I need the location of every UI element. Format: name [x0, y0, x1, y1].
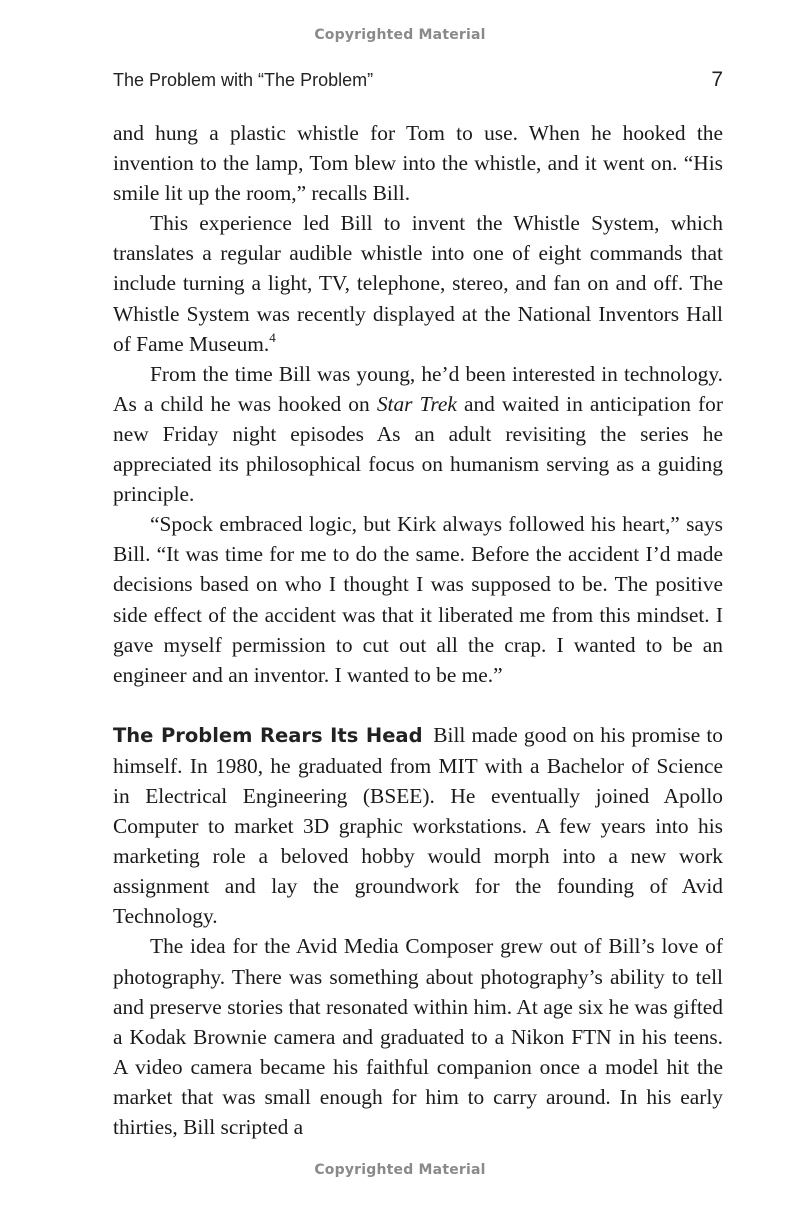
- running-header: [113, 68, 723, 94]
- section-break: [113, 690, 723, 720]
- paragraph-3-text-end: and waited in anticipation for new Friday night episodes As an adult revisiting the series he appreciated its philosophical focus on humanism serving as a guiding principle.: [113, 391, 723, 507]
- paragraph-3: [113, 359, 723, 509]
- page-number: 7: [711, 68, 723, 91]
- paragraph-3-text-start: From the time Bill was young, he’d been interested in technology. As a child he was hooked on: [113, 361, 723, 416]
- star-trek-title: Star Trek: [376, 391, 457, 416]
- running-title: The Problem with “The Problem”: [113, 70, 374, 90]
- copyright-watermark-bottom: Copyrighted Material: [314, 1162, 486, 1178]
- paragraph-4: “Spock embraced logic, but Kirk always followed his heart,” says Bill. “It was time for me to do the same. Before the accident I’d made decisions based on who I thought I was supposed to be. The positive side effect of the accident was that it liberated me from this mindset. I gave myself permission to cut out all the crap. I wanted to be an engineer and an inventor. I wanted to be me.”: [113, 512, 723, 687]
- paragraph-1: and hung a plastic whistle for Tom to use. When he hooked the invention to the lamp, Tom blew into the whistle, and it went on. “His smile lit up the room,” recalls Bill.: [113, 121, 723, 206]
- body-text: [113, 118, 723, 1142]
- paragraph-6: The idea for the Avid Media Composer grew out of Bill’s love of photography. There was something about photography’s ability to tell and preserve stories that resonated within him. At age six he was gifted a Kodak Brownie camera and graduated to a Nikon FTN in his teens. A video camera became his faithful companion once a model hit the market that was small enough for him to carry around. In his early thirties, Bill scripted a: [113, 934, 723, 1139]
- paragraph-2: [113, 208, 723, 358]
- section-heading: The Problem Rears Its Head: [113, 723, 423, 747]
- paragraph-5: [113, 720, 723, 932]
- copyright-watermark-top: Copyrighted Material: [314, 27, 486, 43]
- paragraph-2-text: This experience led Bill to invent the Whistle System, which translates a regular audible whistle into one of eight commands that include turning a light, TV, telephone, stereo, and fan on and off. The Whistle System was recently displayed at the National Inventors Hall of Fame Museum.: [113, 211, 723, 356]
- paragraph-5-text: Bill made good on his promise to himself. In 1980, he graduated from MIT with a Bachelor of Science in Electrical Engineering (BSEE). He eventually joined Apollo Computer to market 3D graphic workstations. A few years into his marketing role a beloved hobby would morph into a new work assignment and lay the groundwork for the founding of Avid Technology.: [113, 722, 723, 929]
- footnote-marker: 4: [269, 329, 276, 345]
